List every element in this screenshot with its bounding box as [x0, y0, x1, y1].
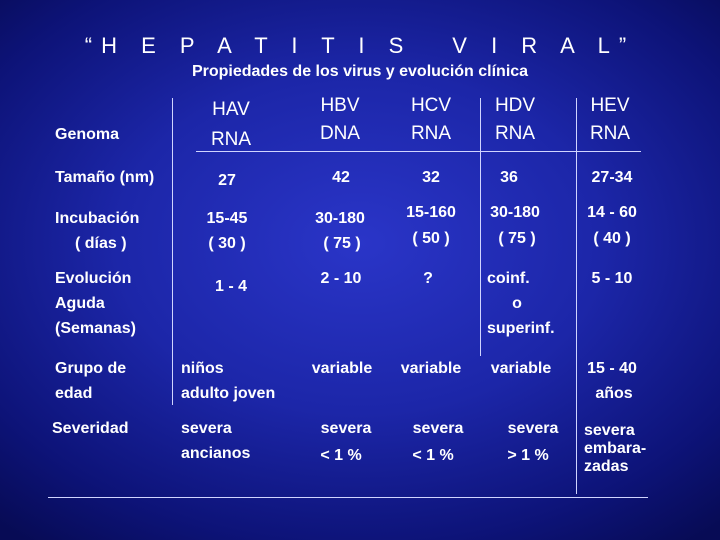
row-label-evolucion: Evolución	[55, 270, 132, 287]
hav-size: 27	[218, 172, 236, 189]
hcv-incubation: 15-160	[406, 204, 456, 221]
hev-size: 27-34	[591, 169, 633, 186]
row-label-severidad: Severidad	[52, 420, 129, 437]
row-label-semanas: (Semanas)	[55, 320, 136, 337]
hev-incubation: 14 - 60	[587, 204, 637, 221]
hav-header: HAV	[212, 99, 250, 120]
title-hepatitis: “H E P A T I T I S	[84, 33, 413, 58]
hev-age-group-2: años	[595, 385, 633, 402]
hcv-age-group: variable	[400, 360, 462, 377]
title-viral: V I R A L”	[452, 33, 636, 58]
hbv-severity: severa	[320, 420, 372, 437]
column-divider-1	[172, 98, 173, 405]
row-label-grupo: Grupo de	[55, 360, 127, 377]
hdv-severity: severa	[507, 420, 559, 437]
hbv-header: HBV	[320, 95, 360, 116]
page-subtitle: Propiedades de los virus y evolución clínica	[191, 63, 529, 80]
hdv-evolution-superinf: superinf.	[487, 320, 555, 337]
hdv-incubation: 30-180	[490, 204, 540, 221]
hbv-age-group: variable	[311, 360, 373, 377]
table-bottom-line	[48, 497, 648, 498]
hav-evolution: 1 - 4	[214, 278, 247, 295]
hav-incubation-mean: ( 30 )	[208, 235, 246, 252]
hdv-age-group: variable	[490, 360, 552, 377]
hdv-evolution-or: o	[512, 295, 522, 312]
row-label-edad: edad	[55, 385, 93, 402]
hdv-genome: RNA	[494, 123, 536, 144]
hbv-severity-2: < 1 %	[320, 447, 362, 464]
row-label-incubacion-unit: ( días )	[75, 235, 127, 252]
row-label-genoma: Genoma	[55, 126, 120, 143]
hdv-header: HDV	[494, 95, 536, 116]
hdv-evolution-coinf: coinf.	[487, 270, 530, 287]
hcv-evolution: ?	[423, 270, 433, 287]
page-title	[0, 33, 720, 59]
hbv-size: 42	[332, 169, 350, 186]
hev-genome: RNA	[589, 123, 631, 144]
hev-severity: severa	[584, 422, 635, 439]
hev-severity-2: embara-	[584, 440, 647, 457]
row-label-aguda: Aguda	[55, 295, 105, 312]
hcv-severity-2: < 1 %	[412, 447, 454, 464]
row-label-tamano: Tamaño (nm)	[55, 169, 155, 186]
hdv-severity-2: > 1 %	[507, 447, 549, 464]
hev-header: HEV	[590, 95, 630, 116]
hav-age-group-2: adulto joven	[181, 385, 276, 402]
hev-age-group: 15 - 40	[587, 360, 637, 377]
hcv-size: 32	[422, 169, 440, 186]
hav-incubation: 15-45	[206, 210, 248, 227]
row-label-incubacion: Incubación	[55, 210, 140, 227]
hcv-header: HCV	[410, 95, 452, 116]
hcv-incubation-mean: ( 50 )	[412, 230, 450, 247]
hbv-incubation-mean: ( 75 )	[323, 235, 361, 252]
hdv-size: 36	[500, 169, 518, 186]
hav-severity: severa	[181, 420, 232, 437]
hbv-genome: DNA	[319, 123, 361, 144]
hcv-severity: severa	[412, 420, 464, 437]
hav-genome: RNA	[210, 129, 252, 150]
hev-evolution: 5 - 10	[591, 270, 633, 287]
hav-severity-2: ancianos	[181, 445, 251, 462]
hbv-evolution: 2 - 10	[320, 270, 362, 287]
hev-incubation-mean: ( 40 )	[593, 230, 631, 247]
hav-age-group: niños	[181, 360, 224, 377]
hdv-incubation-mean: ( 75 )	[498, 230, 536, 247]
hbv-incubation: 30-180	[315, 210, 365, 227]
hev-severity-3: zadas	[584, 458, 629, 475]
hcv-genome: RNA	[410, 123, 452, 144]
